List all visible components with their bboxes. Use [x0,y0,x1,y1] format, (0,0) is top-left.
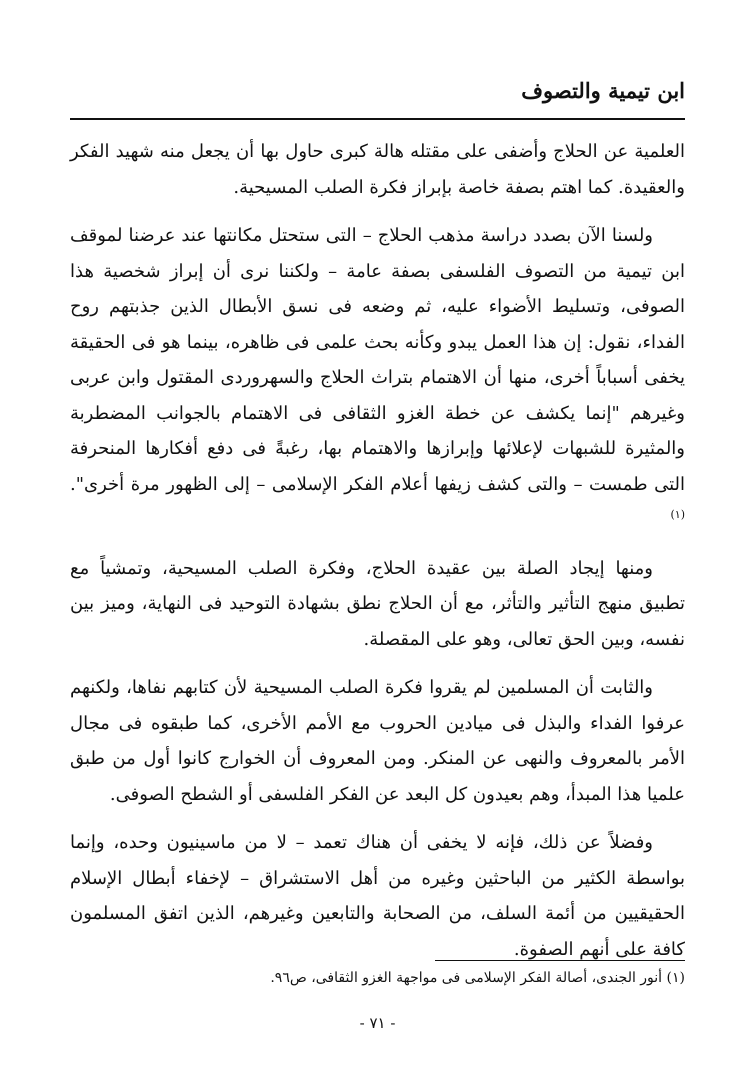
footnote-rule [435,960,685,961]
paragraph-1: العلمية عن الحلاج وأضفى على مقتله هالة كبرى حاول بها أن يجعل منه شهيد الفكر والعقيدة. كما اهتم بصفة خاصة بإبراز فكرة الصلب المسيحية. [70,141,685,198]
paragraph-5: وفضلاً عن ذلك، فإنه لا يخفى أن هناك تعمد – لا من ماسينيون وحده، وإنما بواسطة الكثير من الباحثين وغيره من أهل الاستشراق – لإخفاء أبطال الإسلام الحقيقيين من أئمة السلف، من الصحابة والتابعين وغيرهم، الذين اتفق المسلمون كافة على أنهم الصفوة. [70,832,685,960]
page-number: - ٧١ - [359,1014,396,1032]
footnote-reference: (١) [670,508,685,521]
paragraph-3: ومنها إيجاد الصلة بين عقيدة الحلاج، وفكرة الصلب المسيحية، وتمشياً مع تطبيق منهج التأثير والتأثر، مع أن الحلاج نطق بشهادة التوحيد فى النهاية، وميز بين نفسه، وبين الحق تعالى، وهو على المقصلة. [70,557,685,650]
paragraph-4: والثابت أن المسلمين لم يقروا فكرة الصلب المسيحية لأن كتابهم نفاها، ولكنهم عرفوا الفداء والبذل فى ميادين الحروب مع الأمم الأخرى، كما طبقوه فى مجال الأمر بالمعروف والنهى عن المنكر. ومن المعروف أن الخوارج كانوا أول من طبق علميا هذا المبدأ، وهم بعيدون كل البعد عن الفكر الفلسفى أو الشطح الصوفى. [70,677,685,805]
header-rule [70,118,685,120]
paragraph-2-text: ولسنا الآن بصدد دراسة مذهب الحلاج – التى ستحتل مكانتها عند عرضنا لموقف ابن تيمية من التصوف الفلسفى بصفة عامة – ولكننا نرى أن إبراز شخصية هذا الصوفى، وتسليط الأضواء عليه، ثم وضعه فى نسق الأبطال الذين جذبتهم روح الفداء، نقول: إن هذا العمل يبدو وكأنه بحث علمى فى ظاهره، بينما هو فى الحقيقة يخفى أسباباً أخرى، منها أن الاهتمام بتراث الحلاج والسهروردى المقتول وابن عربى وغيرهم "إنما يكشف عن خطة الغزو الثقافى فى الاهتمام بالجوانب المضطربة والمثيرة للشبهات لإعلائها وإبرازها والاهتمام بها، رغبةً فى دفع أفكارها المنحرفة التى طمست – والتى كشف زيفها أعلام الفكر الإسلامى – إلى الظهور مرة أخرى". [70,225,685,495]
body-text [70,134,685,980]
running-header: ابن تيمية والتصوف [521,78,685,103]
paragraph-2 [70,218,685,538]
footnote: (١) أنور الجندى، أصالة الفكر الإسلامى فى مواجهة الغزو الثقافى، ص٩٦. [270,970,685,986]
